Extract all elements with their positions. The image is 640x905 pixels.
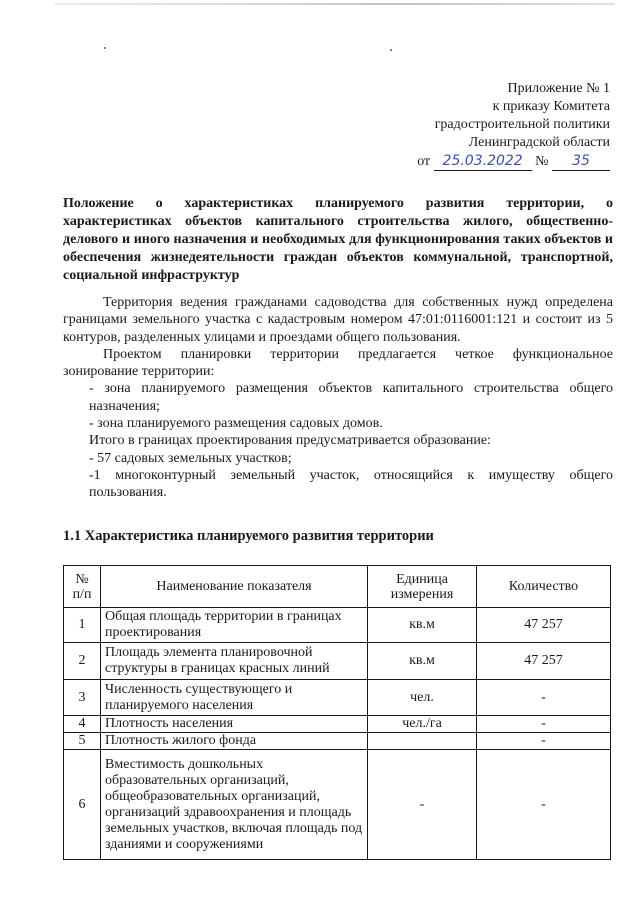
appendix-title: Приложение № 1 <box>507 81 610 96</box>
scan-speck <box>390 49 392 51</box>
row-num: 6 <box>64 750 101 860</box>
row-name: Плотность жилого фонда <box>101 733 368 750</box>
appendix-date-line <box>417 152 610 171</box>
section-title: 1.1 Характеристика планируемого развития территории <box>63 528 434 544</box>
row-qty: - <box>477 750 611 860</box>
row-num: 5 <box>64 733 101 750</box>
order-number: 35 <box>552 152 610 171</box>
zone-item-public: - зона планируемого размещения объектов капитального строительства общего назначения; <box>89 381 613 414</box>
table-row <box>64 733 611 750</box>
row-num: 4 <box>64 716 101 733</box>
row-qty: 47 257 <box>477 608 611 643</box>
table-row <box>64 680 611 716</box>
appendix-region: Ленинградской области <box>468 135 610 150</box>
paragraph-territory: Территория ведения гражданами садоводства для собственных нужд определена границами земельного участка с кадастровым номером 47:01:0116001:121 и состоит из 5 контуров, разделенных улицами и проездами общего пользования. <box>63 295 613 345</box>
row-qty: 47 257 <box>477 643 611 680</box>
header-qty: Количество <box>477 566 611 608</box>
row-qty: - <box>477 680 611 716</box>
row-name: Численность существующего и планируемого населения <box>101 680 368 716</box>
zone-item-houses: - зона планируемого размещения садовых домов. <box>89 416 383 432</box>
paragraph-zoning: Проектом планировки территории предлагается четкое функциональное зонирование территории: <box>63 346 613 380</box>
row-num: 3 <box>64 680 101 716</box>
row-unit: чел. <box>368 680 477 716</box>
number-label: № <box>535 154 549 169</box>
table-row <box>64 750 611 860</box>
row-num: 1 <box>64 608 101 643</box>
from-label: от <box>417 154 431 169</box>
row-unit: - <box>368 750 477 860</box>
row-name: Площадь элемента планировочной структуры в границах красных линий <box>101 643 368 680</box>
scan-speck <box>104 47 106 49</box>
row-name: Вместимость дошкольных образовательных организаций, общеобразовательных организаций, организаций здравоохранения и площадь земельных участков, включая площадь под зданиями и сооружениями <box>101 750 368 860</box>
row-qty: - <box>477 733 611 750</box>
row-unit: кв.м <box>368 643 477 680</box>
row-name: Общая площадь территории в границах проектирования <box>101 608 368 643</box>
parameters-table <box>63 565 611 860</box>
document-body <box>63 294 613 502</box>
row-qty: - <box>477 716 611 733</box>
table-row <box>64 608 611 643</box>
header-num: № п/п <box>64 566 101 608</box>
header-unit: Единица измерения <box>368 566 477 608</box>
document-heading: Положение о характеристиках планируемого развития территории, о характеристиках объектов капитального строительства жилого, общественно-делового и иного назначения и необходимых для функционирования таких объектов и обеспечения жизнедеятельности граждан объектов коммунальной, транспортной, социальной инфраструктур <box>63 196 613 283</box>
table-row <box>64 643 611 680</box>
appendix-block <box>417 80 610 171</box>
header-name: Наименование показателя <box>101 566 368 608</box>
row-name: Плотность населения <box>101 716 368 733</box>
list-item-plots: - 57 садовых земельных участков; <box>89 450 292 466</box>
paragraph-total: Итого в границах проектирования предусматривается образование: <box>89 433 491 449</box>
list-item-common: -1 многоконтурный земельный участок, относящийся к имуществу общего пользования. <box>89 467 613 501</box>
scan-edge-line <box>55 3 615 5</box>
order-date: 25.03.2022 <box>434 152 532 171</box>
row-unit: кв.м <box>368 608 477 643</box>
table-row <box>64 716 611 733</box>
row-num: 2 <box>64 643 101 680</box>
row-unit <box>368 733 477 750</box>
appendix-committee: градостроительной политики <box>434 117 610 132</box>
appendix-order: к приказу Комитета <box>492 99 610 114</box>
row-unit: чел./га <box>368 716 477 733</box>
table-header-row <box>64 566 611 608</box>
